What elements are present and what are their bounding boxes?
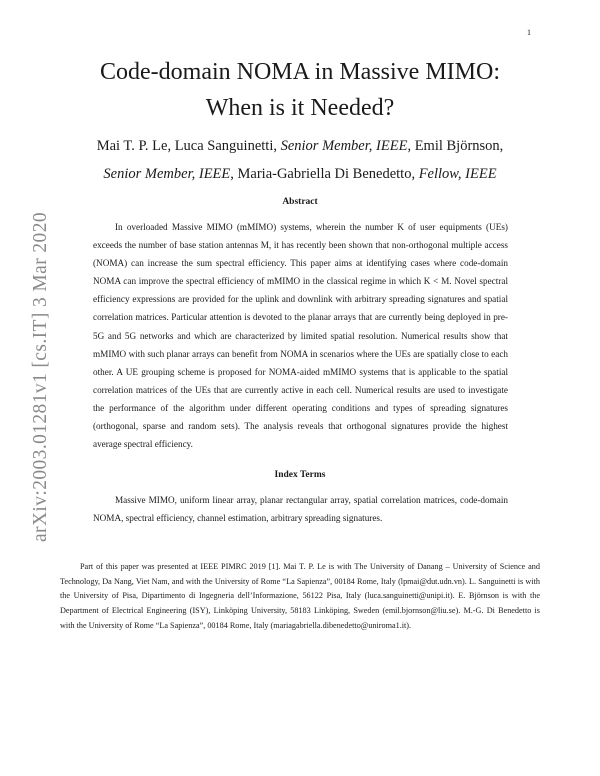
paper-title-line-1: Code-domain NOMA in Massive MIMO: [100, 59, 500, 85]
footnote: Part of this paper was presented at IEEE PIMRC 2019 [1]. Mai T. P. Le is with The University of Danang – University of Science and Technology, Da Nang, Viet Nam, and with the University of Rome “La Sapienza”, 00184 Rome, Italy (lpmai@dut.udn.vn). L. Sanguinetti is with the University of Pisa, Dipartimento di Ingegneria dell’Informazione, 56122 Pisa, Italy (luca.sanguinetti@unipi.it). E. Björnson is with the Department of Electrical Engineering (ISY), Linköping University, 58183 Linköping, Sweden (emil.bjornson@liu.se). M.-G. Di Benedetto is with the University of Rome “La Sapienza”, 00184 Rome, Italy (mariagabriella.dibenedetto@uniroma1.it). [60, 562, 540, 630]
arxiv-identifier: arXiv:2003.01281v1 [cs.IT] 3 Mar 2020 [30, 212, 51, 542]
abstract-heading: Abstract [282, 197, 318, 207]
author-list [80, 132, 520, 188]
author-names-3: , Maria-Gabriella Di Benedetto, [230, 166, 419, 182]
paper-title-line-2: When is it Needed? [205, 95, 395, 121]
abstract-text: In overloaded Massive MIMO (mMIMO) systems, wherein the number K of user equipments (UEs) exceeds the number of base station antennas M, it has recently been shown that non-orthogonal multiple access (NOMA) can increase the sum spectral efficiency. This paper aims at identifying cases where code-domain NOMA can improve the spectral efficiency of mMIMO in the classical regime in which K < M. Novel spectral efficiency expressions are provided for the uplink and downlink with arbitrary spreading signatures and spatial correlation matrices. Particular attention is devoted to the planar arrays that are currently being deployed in pre-5G and 5G networks and which are characterized by limited spatial resolution. Numerical results show that mMIMO with such planar arrays can benefit from NOMA in scenarios where the UEs are spatially close to each other. A UE grouping scheme is proposed for NOMA-aided mMIMO systems that is applicable to the spatial correlation matrices of the UEs that are currently active in each cell. Numerical results are used to investigate the performance of the algorithm under different operating conditions and types of spreading signatures (orthogonal, sparse and random sets). The analysis reveals that orthogonal signatures provide the highest average spectral efficiency. [93, 222, 508, 450]
author-role-1: Senior Member, IEEE [280, 138, 408, 154]
index-terms-heading: Index Terms [274, 470, 326, 480]
index-terms-text: Massive MIMO, uniform linear array, planar rectangular array, spatial correlation matrices, code-domain NOMA, spectral efficiency, channel estimation, arbitrary spreading signatures. [93, 495, 508, 523]
author-role-2: Senior Member, IEEE [103, 166, 231, 182]
author-names-1: Mai T. P. Le, Luca Sanguinetti, [96, 138, 281, 154]
page-number: 1 [527, 28, 531, 37]
author-names-2: , Emil Björnson, [407, 138, 504, 154]
author-role-3: Fellow, IEEE [418, 166, 497, 182]
